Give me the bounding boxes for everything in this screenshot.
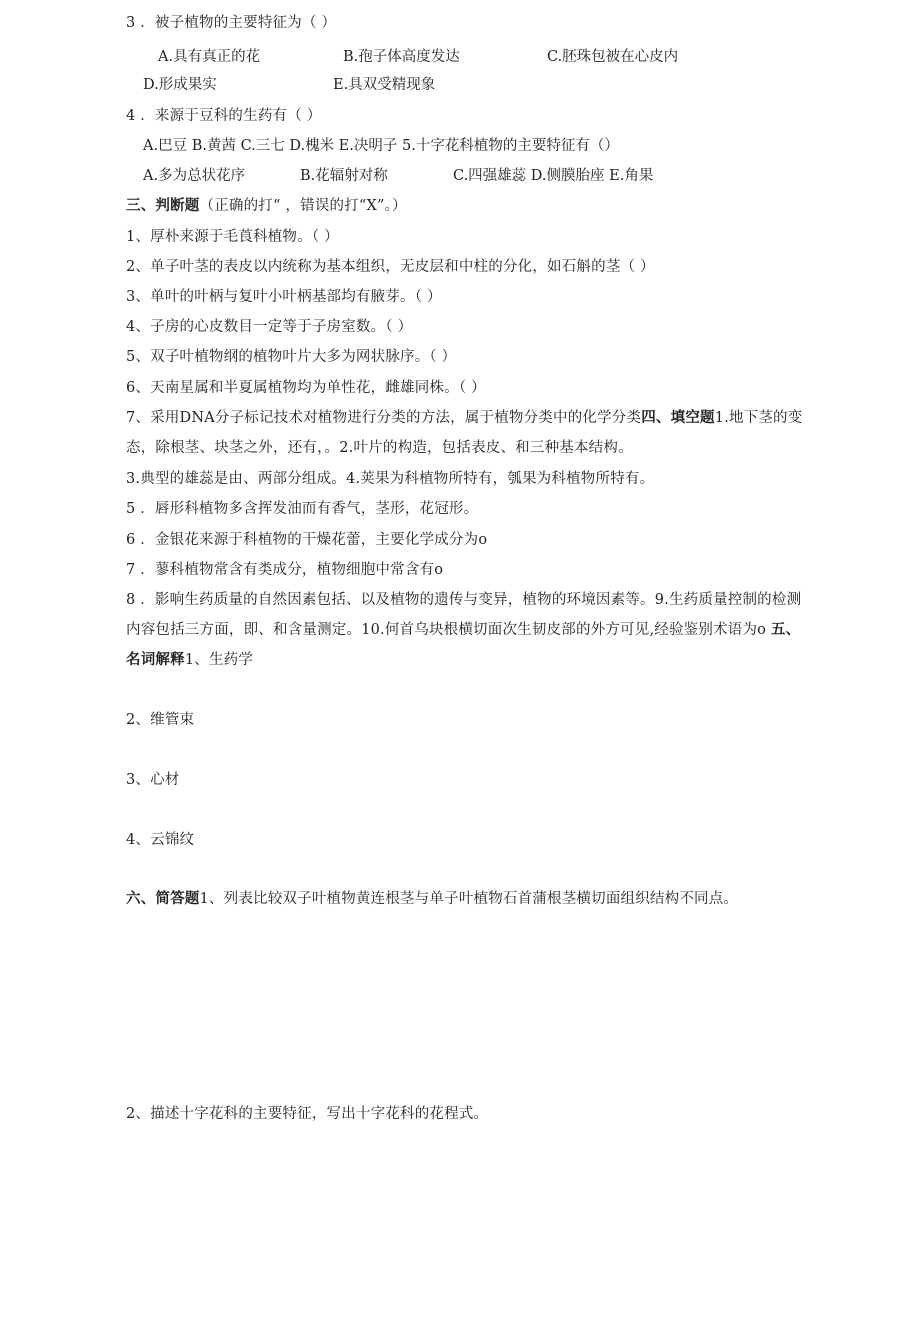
q4-options-line: A.巴豆 B.黄茜 C.三七 D.槐米 E.决明子 5.十字花科植物的主要特征有（） — [143, 138, 619, 154]
section3-title: 三、判断题 — [126, 198, 200, 214]
term-2: 2、维管束 — [126, 712, 195, 728]
q5-option-b: B.花辐射对称 — [300, 168, 388, 184]
fill-item-6: 6 ．金银花来源于科植物的干燥花蕾，主要化学成分为o — [126, 532, 488, 548]
tf-item-7: 7、采用DNA分子标记技术对植物进行分类的方法，属于植物分类中的化学分类 — [126, 410, 642, 426]
tf-item-7-paragraph — [126, 403, 804, 463]
section3-heading — [126, 196, 407, 216]
tf-item-3: 3、单叶的叶柄与复叶小叶柄基部均有腋芽。（ ） — [126, 289, 442, 305]
q3-option-d: D.形成果实 — [143, 77, 217, 93]
tf-item-2: 2、单子叶茎的表皮以内统称为基本组织，无皮层和中柱的分化，如石斛的茎（ ） — [126, 259, 655, 275]
q5-option-c-e: C.四强雄蕊 D.侧膜胎座 E.角果 — [453, 168, 654, 184]
fill-items-3-4: 3.典型的雄蕊是由、两部分组成。4.荚果为科植物所特有，瓠果为科植物所特有。 — [126, 471, 655, 487]
term-1: 1、生药学 — [184, 652, 254, 668]
section6-title: 六、简答题 — [126, 891, 200, 907]
tf-item-6: 6、天南星属和半夏属植物均为单性花，雌雄同株。（ ） — [126, 380, 486, 396]
fill-items-8-10: 8 ．影响生药质量的自然因素包括、以及植物的遗传与变异，植物的环境因素等。9.生药质量控制的检测内容包括三方面，即、和含量测定。10.何首乌块根横切面次生韧皮部的外方可见,经验鉴别术语为o — [126, 592, 802, 638]
section4-title: 四、填空题 — [641, 410, 715, 426]
fill-item-5: 5 ．唇形科植物多含挥发油而有香气，茎形，花冠形。 — [126, 501, 479, 517]
fill-items-1-2: 1.地下茎的变态，除根茎、块茎之外，还有，。2.叶片的构造，包括表皮、和三种基本结构。 — [126, 410, 803, 456]
q3-option-c: C.胚珠包被在心皮内 — [547, 49, 679, 65]
tf-item-1: 1、厚朴来源于毛莨科植物。（ ） — [126, 229, 339, 245]
tf-item-5: 5、双子叶植物纲的植物叶片大多为网状脉序。（ ） — [126, 349, 457, 365]
fill-items-8-10-paragraph — [126, 585, 804, 675]
short-answer-1: 1、列表比较双子叶植物黄连根茎与单子叶植物石首蒲根茎横切面组织结构不同点。 — [199, 891, 739, 907]
fill-item-7: 7 ．蓼科植物常含有类成分，植物细胞中常含有o — [126, 562, 444, 578]
short-answer-2: 2、描述十字花科的主要特征，写出十字花科的花程式。 — [126, 1106, 489, 1122]
term-3: 3、心材 — [126, 772, 180, 788]
term-4: 4、云锦纹 — [126, 832, 195, 848]
q3-stem: 3 ．被子植物的主要特征为（ ） — [126, 15, 337, 31]
section6-q1-line — [126, 889, 738, 909]
q3-option-e: E.具双受精现象 — [333, 77, 436, 93]
section5-title: 五、名词解释 — [126, 622, 801, 668]
tf-item-4: 4、子房的心皮数目一定等于子房室数。（ ） — [126, 319, 413, 335]
q4-stem: 4 ．来源于豆科的生药有（ ） — [126, 108, 322, 124]
q3-option-b: B.孢子体高度发达 — [343, 49, 460, 65]
q5-option-a: A.多为总状花序 — [143, 168, 246, 184]
section3-instruction: （正确的打“ ，错误的打“X”。） — [199, 198, 407, 214]
q3-option-a: A.具有真正的花 — [158, 49, 261, 65]
